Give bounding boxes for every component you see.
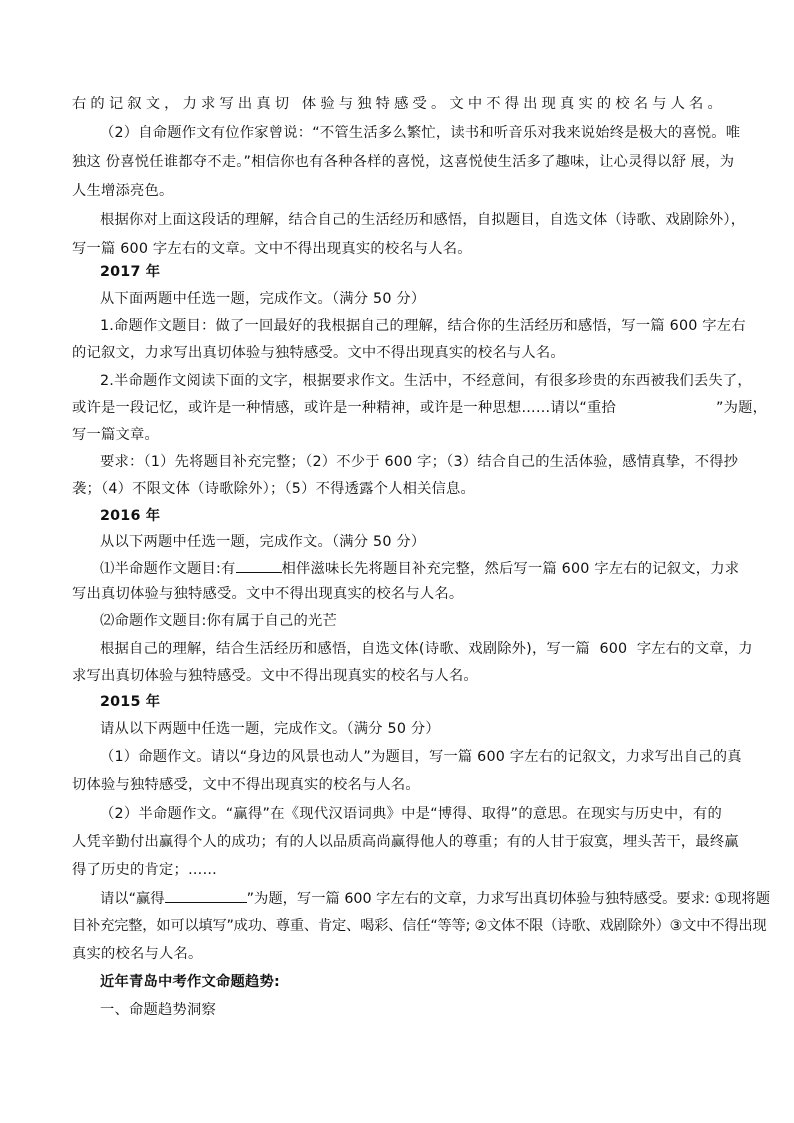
fill-in-blank xyxy=(165,888,247,903)
paragraph-line: 袭；（4）不限文体（诗歌除外）；（5）不得透露个人相关信息。 xyxy=(72,481,476,497)
paragraph-line: 写一篇 600 字左右的文章。文中不得出现真实的校名与人名。 xyxy=(72,241,472,257)
paragraph-line: 真实的校名与人名。 xyxy=(72,946,203,962)
paragraph-line: 要求：（1）先将题目补充完整；（2）不少于 600 字；（3）结合自己的生活体验，感情真挚，不得抄 xyxy=(100,454,739,470)
paragraph-line: 求写出真切体验与独特感受。文中不得出现真实的校名与人名。 xyxy=(72,668,478,684)
paragraph-line: 根据自己的理解，结合生活经历和感悟，自选文体(诗歌、戏剧除外)，写一篇 600 字左右的文章，力 xyxy=(100,641,753,657)
line-text: ⑴半命题作文题目:有 xyxy=(100,561,236,577)
line-text: ”为题，写一篇 600 字左右的文章，力求写出真切体验与独特感受。要求: ①现将题 xyxy=(246,891,771,907)
paragraph-line: 得了历史的肯定；…… xyxy=(72,862,217,878)
section-heading: 一、命题趋势洞察 xyxy=(100,1002,216,1018)
paragraph-line: 人凭辛勤付出赢得个人的成功；有的人以品质高尚赢得他人的尊重；有的人甘于寂寞，埋头苦干，最终赢 xyxy=(72,834,739,850)
paragraph-line: 的记叙文，力求写出真切体验与独特感受。文中不得出现真实的校名与人名。 xyxy=(72,345,565,361)
paragraph-line xyxy=(72,398,767,418)
paragraph-line: （1）命题作文。请以“身边的风景也动人”为题目，写一篇 600 字左右的记叙文，力求写出自己的真 xyxy=(100,749,742,765)
line-text: 或许是一段记忆，或许是一种情感，或许是一种精神，或许是一种思想……请以“重拾 xyxy=(72,400,616,416)
line-text: 相伴滋味长先将题目补充完整，然后写一篇 600 字左右的记叙文，力求 xyxy=(281,561,740,577)
paragraph-line: 写出真切体验与独特感受。文中不得出现真实的校名与人名。 xyxy=(72,586,464,602)
paragraph-line xyxy=(100,888,770,909)
paragraph-line: 切体验与独特感受，文中不得出现真实的校名与人名。 xyxy=(72,777,420,793)
paragraph-line: ⑵命题作文题目:你有属于自己的光芒 xyxy=(100,613,337,629)
paragraph-line xyxy=(100,558,739,579)
fill-in-blank xyxy=(236,558,282,573)
paragraph-line: 写一篇文章。 xyxy=(72,427,159,443)
year-heading: 2017 年 xyxy=(100,264,161,280)
paragraph-line: （2）自命题作文有位作家曾说：“不管生活多么繁忙，读书和听音乐对我来说始终是极大的喜悦。唯 xyxy=(100,125,741,141)
paragraph-line: 请从以下两题中任选一题，完成作文。（满分 50 分） xyxy=(100,721,440,737)
paragraph-line: 2.半命题作文阅读下面的文字，根据要求作文。生活中，不经意间，有很多珍贵的东西被我们丢失了， xyxy=(100,373,752,389)
paragraph-line: 独这 份喜悦任谁都夺不走。”相信你也有各种各样的喜悦，这喜悦使生活多了趣味，让心灵得以舒 展，为 xyxy=(72,154,735,170)
paragraph-line: 人生增添亮色。 xyxy=(72,183,174,199)
paragraph-line: 根据你对上面这段话的理解，结合自己的生活经历和感悟，自拟题目，自选文体（诗歌、戏剧除外）， xyxy=(100,212,746,228)
paragraph-line: 从以下两题中任选一题，完成作文。（满分 50 分） xyxy=(100,534,426,550)
line-text: 请以“赢得 xyxy=(100,891,165,907)
paragraph-line: 从下面两题中任选一题，完成作文。（满分 50 分） xyxy=(100,291,426,307)
paragraph-line: 目补充完整，如可以填写”成功、尊重、肯定、喝彩、信任“等等; ②文体不限（诗歌、戏剧除外）③文中不得出现 xyxy=(72,918,767,934)
line-text: ”为题， xyxy=(716,400,768,416)
paragraph-line: 1.命题作文题目：做了一回最好的我根据自己的理解，结合你的生活经历和感悟，写一篇 600 字左右 xyxy=(100,318,746,334)
paragraph-line: （2）半命题作文。“赢得”在《现代汉语词典》中是“博得、取得”的意思。在现实与历史中，有的 xyxy=(100,806,722,822)
year-heading: 2015 年 xyxy=(100,694,161,710)
year-heading: 2016 年 xyxy=(100,508,161,524)
paragraph-line: 右的记叙文，力求写出真切 体验与独特感受。文中不得出现真实的校名与人名。 xyxy=(72,96,722,112)
section-heading: 近年青岛中考作文命题趋势: xyxy=(100,974,280,990)
